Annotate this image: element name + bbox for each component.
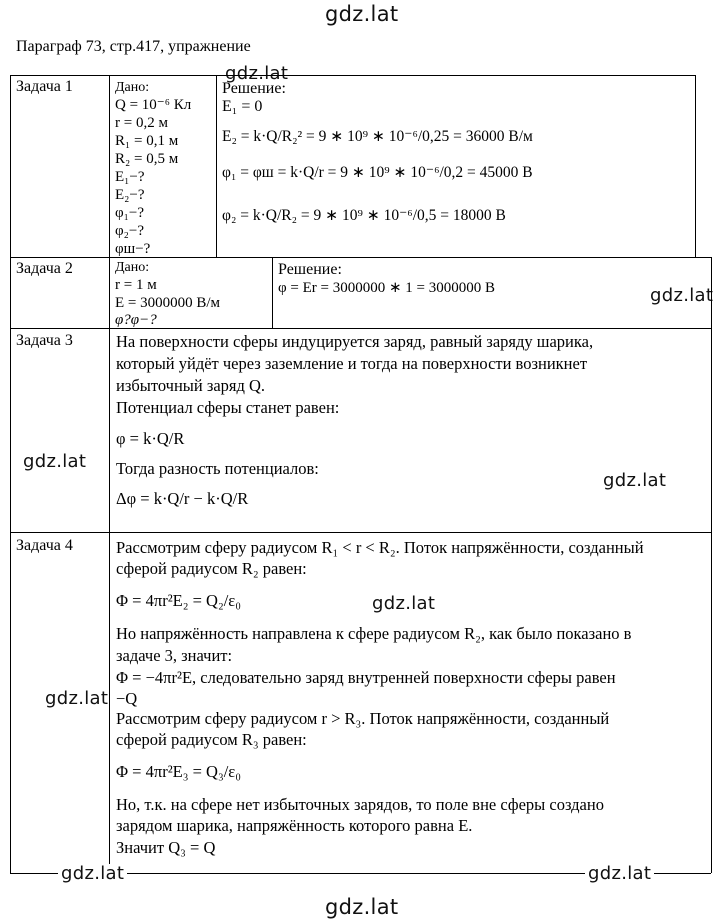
given-line: E₂−?: [115, 187, 145, 203]
text-line: зарядом шарика, напряжённость которого равна E.: [116, 816, 473, 835]
text-line: На поверхности сферы индуцируется заряд, равный заряду шарика,: [116, 332, 594, 351]
text-line: сферой радиусом R₂ равен:: [116, 559, 307, 578]
watermark: gdz.lat: [42, 689, 111, 709]
given-line: R₁ = 0,1 м: [115, 133, 179, 149]
solution-title: Решение:: [278, 261, 342, 278]
formula: Δφ = k·Q/r − k·Q/R: [116, 489, 249, 508]
watermark: gdz.lat: [600, 471, 669, 491]
text-line: который уйдёт через заземление и тогда на поверхности возникнет: [116, 354, 588, 373]
text-line: Но напряжённость направлена к сфере радиусом R₂, как было показано в: [116, 624, 632, 643]
divider: [109, 257, 110, 328]
watermark: gdz.lat: [20, 452, 89, 472]
given-line: R₂ = 0,5 м: [115, 151, 179, 167]
given-title: Дано:: [115, 80, 150, 95]
divider: [109, 75, 110, 257]
solution-title: Решение:: [222, 80, 286, 97]
formula: Φ = 4πr²E₂ = Q₂/ε₀: [116, 591, 241, 610]
formula: φ = k·Q/R: [116, 429, 185, 448]
text-line: Значит Q₃ = Q: [116, 838, 216, 857]
divider: [272, 257, 273, 328]
solution-line: φ₁ = φш = k·Q/r = 9 ∗ 10⁹ ∗ 10⁻⁶/0,2 = 45000 В: [222, 164, 533, 181]
given-line: φ₂−?: [115, 223, 145, 239]
given-line: φ₁−?: [115, 205, 145, 221]
task-1-label: Задача 1: [16, 78, 73, 95]
watermark-top: gdz.lat: [322, 4, 401, 24]
given-line: φ?φ−?: [115, 312, 157, 328]
task-4-label: Задача 4: [16, 537, 73, 554]
given-line: r = 0,2 м: [115, 115, 168, 131]
text-line: Потенциал сферы станет равен:: [116, 398, 340, 417]
text-line: −Q: [116, 689, 138, 708]
watermark: gdz.lat: [585, 864, 654, 884]
text-line: задаче 3, значит:: [116, 646, 233, 665]
watermark: gdz.lat: [647, 286, 716, 306]
given-title: Дано:: [115, 260, 150, 275]
text-line: сферой радиусом R₃ равен:: [116, 730, 307, 749]
given-line: E = 3000000 В/м: [115, 295, 221, 311]
given-line: Q = 10⁻⁶ Кл: [115, 97, 192, 113]
solution-line: φ₂ = k·Q/R₂ = 9 ∗ 10⁹ ∗ 10⁻⁶/0,5 = 18000 В: [222, 207, 506, 224]
given-line: φш−?: [115, 241, 151, 257]
solution-line: E₂ = k·Q/R₂² = 9 ∗ 10⁹ ∗ 10⁻⁶/0,25 = 36000 В/м: [222, 128, 533, 145]
page-caption: Параграф 73, стр.417, упражнение: [16, 38, 251, 55]
watermark: gdz.lat: [58, 864, 127, 884]
formula: Φ = 4πr²E₃ = Q₃/ε₀: [116, 762, 241, 781]
task-2-label: Задача 2: [16, 260, 73, 277]
solution-line: φ = Er = 3000000 ∗ 1 = 3000000 В: [278, 280, 496, 296]
solution-line: E₁ = 0: [222, 98, 263, 115]
given-line: r = 1 м: [115, 277, 157, 293]
text-line: Но, т.к. на сфере нет избыточных зарядов, то поле вне сферы создано: [116, 795, 604, 814]
divider: [109, 328, 110, 532]
given-line: E₁−?: [115, 169, 145, 185]
text-line: Рассмотрим сферу радиусом r > R₃. Поток напряжённости, созданный: [116, 709, 610, 728]
task-3-label: Задача 3: [16, 332, 73, 349]
text-line: Тогда разность потенциалов:: [116, 459, 319, 478]
divider: [216, 75, 217, 257]
text-line: Φ = −4πr²E, следовательно заряд внутренней поверхности сферы равен: [116, 668, 616, 687]
watermark: gdz.lat: [222, 64, 291, 84]
watermark-bottom: gdz.lat: [322, 897, 401, 917]
text-line: Рассмотрим сферу радиусом R₁ < r < R₂. Поток напряжённости, созданный: [116, 538, 644, 557]
text-line: избыточный заряд Q.: [116, 376, 266, 395]
watermark: gdz.lat: [369, 594, 438, 614]
divider: [109, 532, 110, 873]
